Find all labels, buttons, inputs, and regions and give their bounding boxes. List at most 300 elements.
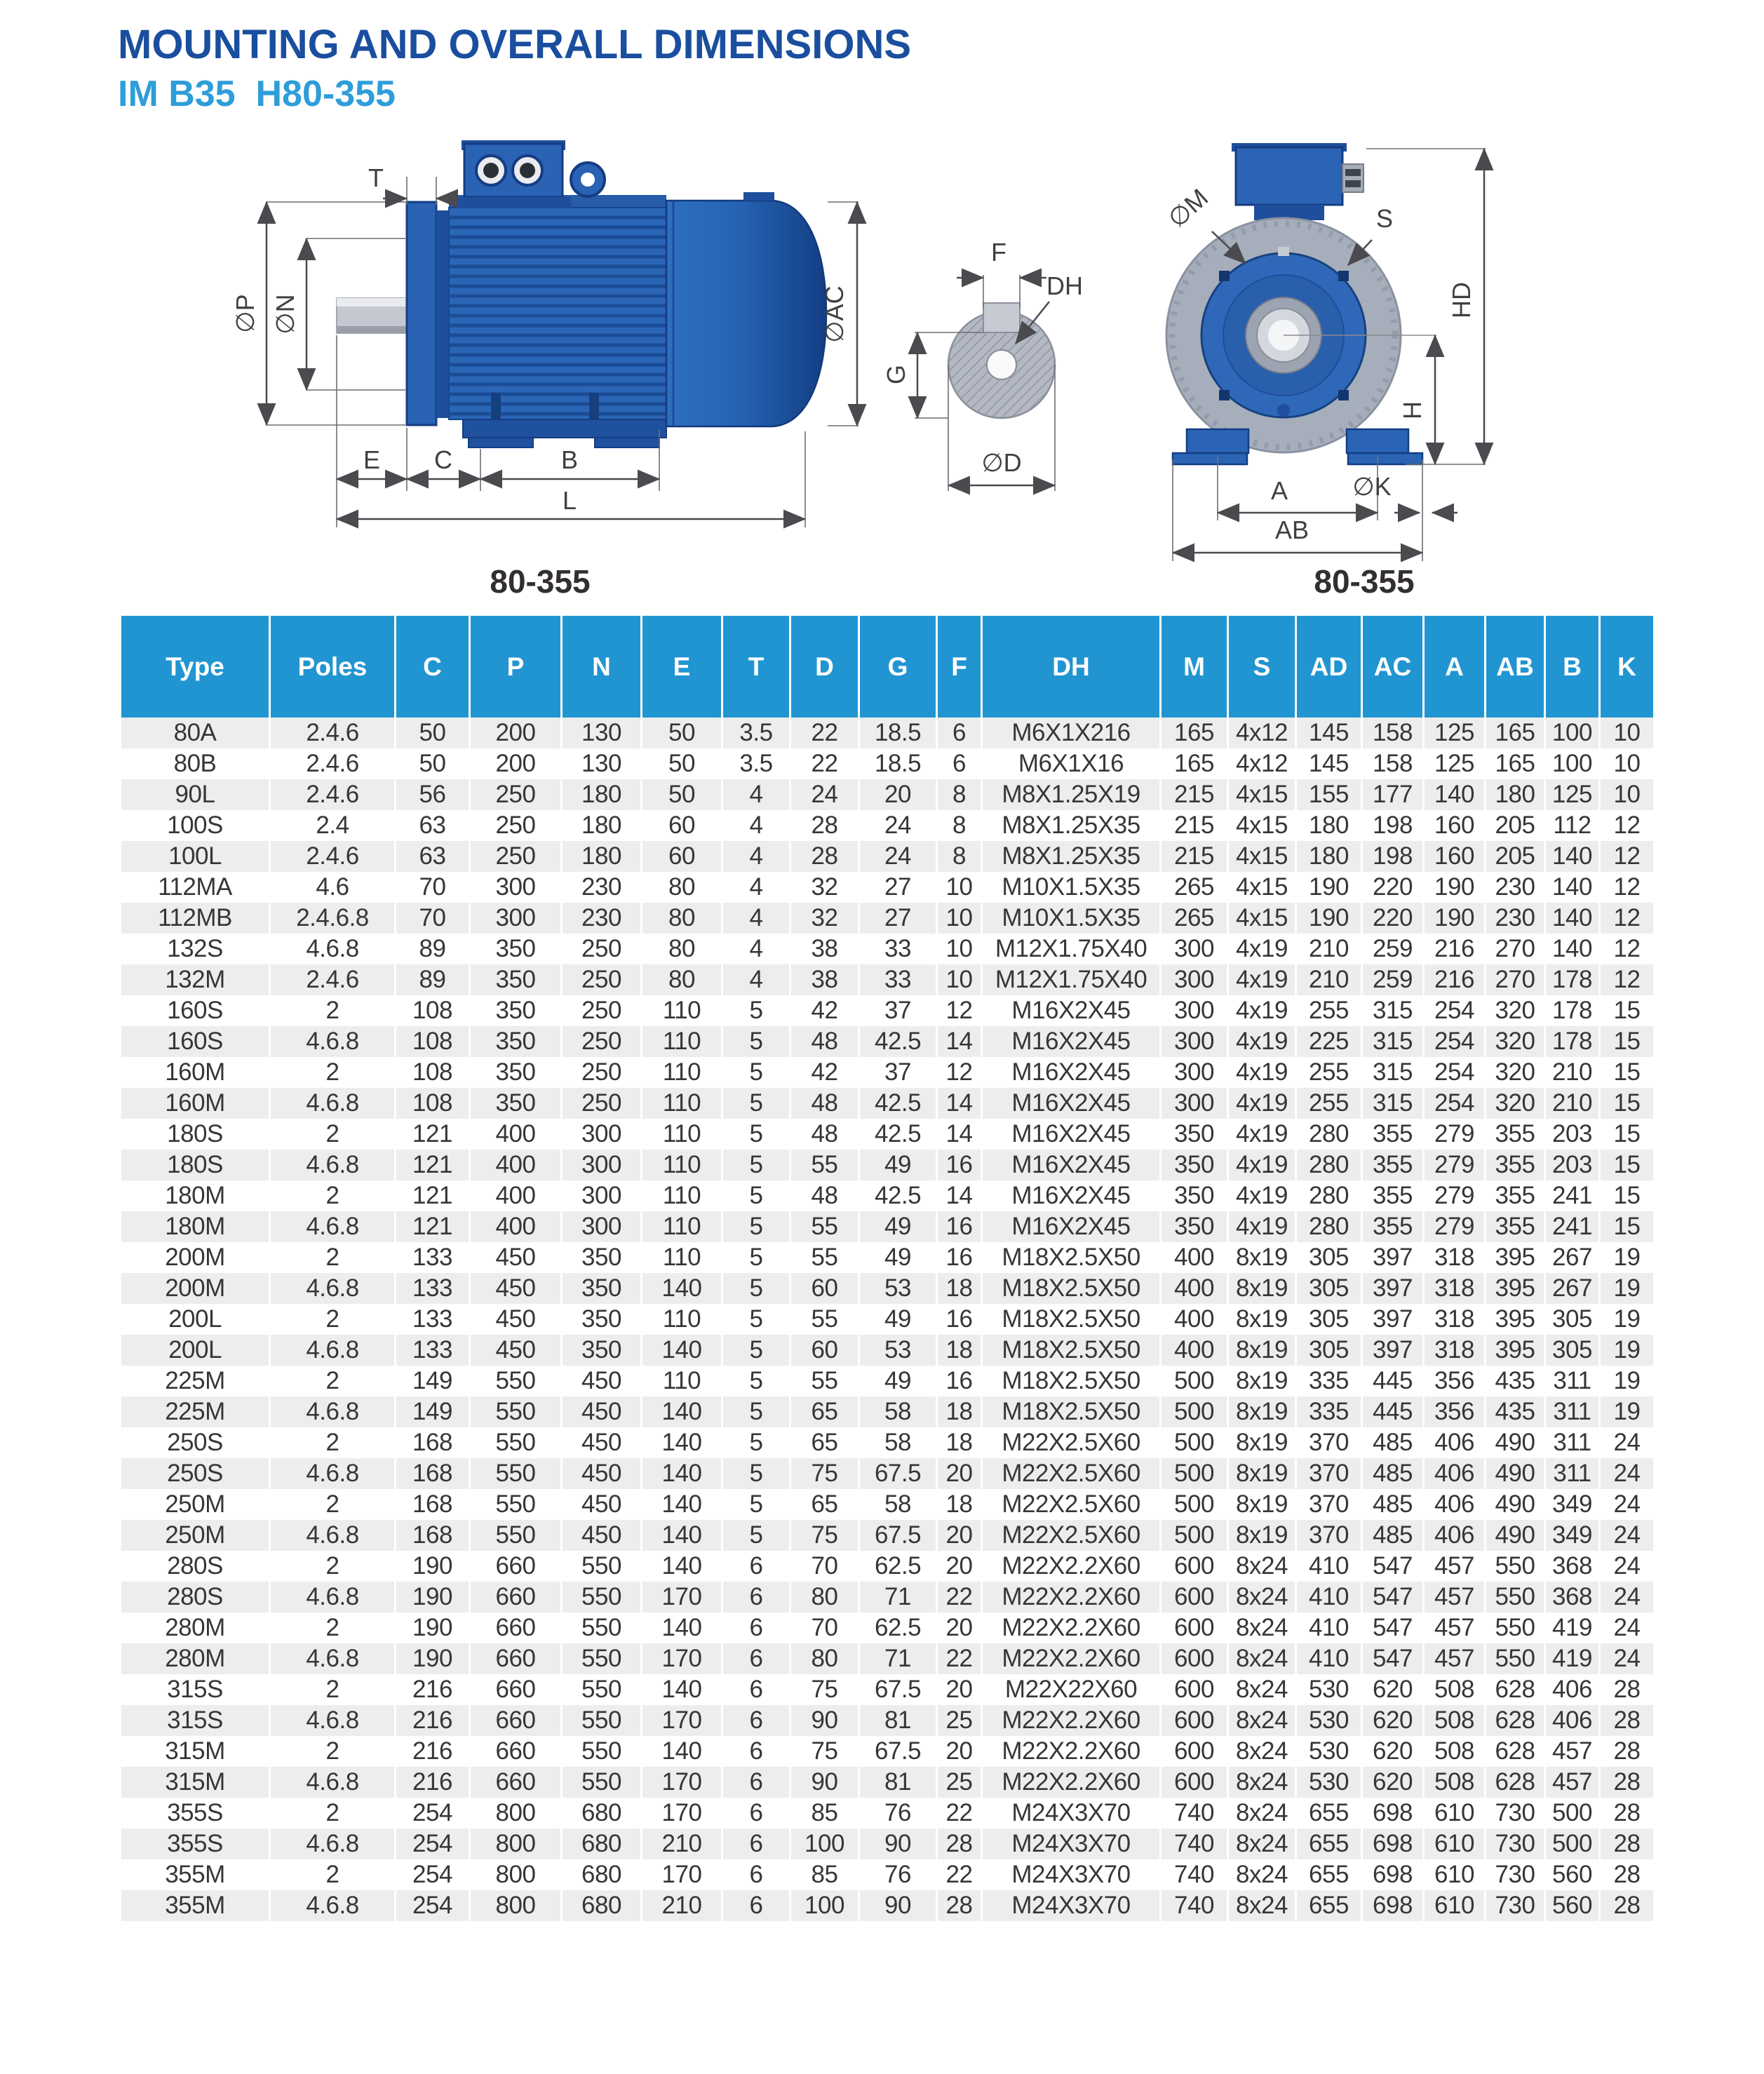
cell: 485 (1363, 1520, 1422, 1551)
cell: 550 (563, 1612, 640, 1643)
cell: 530 (1297, 1736, 1361, 1767)
column-header: M (1162, 616, 1227, 718)
cell: 490 (1486, 1427, 1544, 1458)
cell: 216 (1425, 964, 1484, 995)
column-header: Type (121, 616, 269, 718)
cell: 628 (1486, 1705, 1544, 1736)
cell: 18.5 (860, 718, 936, 748)
cell: 450 (563, 1396, 640, 1427)
cell: 22 (938, 1798, 981, 1829)
cell: 485 (1363, 1427, 1422, 1458)
cell: 660 (471, 1551, 560, 1582)
cell: 740 (1162, 1890, 1227, 1921)
cell: 140 (642, 1335, 721, 1366)
cell: 2 (271, 1489, 394, 1520)
cell: 500 (1162, 1458, 1227, 1489)
cell: 800 (471, 1798, 560, 1829)
cell: 4x15 (1229, 872, 1295, 903)
cell: 350 (563, 1335, 640, 1366)
column-header: Poles (271, 616, 394, 718)
table-row (121, 1736, 1653, 1767)
cell: 395 (1486, 1335, 1544, 1366)
cell: 450 (563, 1366, 640, 1396)
cell: 4.6.8 (271, 1211, 394, 1242)
cell: 50 (642, 718, 721, 748)
cell: 660 (471, 1767, 560, 1798)
cell: 215 (1162, 779, 1227, 810)
cell: 698 (1363, 1798, 1422, 1829)
cell: M16X2X45 (983, 1119, 1159, 1150)
cell: 4.6.8 (271, 1829, 394, 1859)
cell: 6 (938, 748, 981, 779)
cell: 18 (938, 1273, 981, 1304)
cell: 355 (1363, 1119, 1422, 1150)
cell: 67.5 (860, 1520, 936, 1551)
cell: 318 (1425, 1304, 1484, 1335)
cell: 49 (860, 1304, 936, 1335)
cell: M22X2.2X60 (983, 1643, 1159, 1674)
cell: 4.6.8 (271, 1088, 394, 1119)
cell: 311 (1546, 1396, 1598, 1427)
cell: 48 (791, 1119, 858, 1150)
cell: 140 (642, 1273, 721, 1304)
cell: 6 (723, 1736, 789, 1767)
cell: 547 (1363, 1643, 1422, 1674)
cell: 730 (1486, 1829, 1544, 1859)
cell: 490 (1486, 1489, 1544, 1520)
cell: 200L (121, 1335, 269, 1366)
cell: 4x15 (1229, 903, 1295, 934)
cell: 6 (723, 1859, 789, 1890)
cell: 350 (1162, 1150, 1227, 1180)
cell: 121 (396, 1119, 469, 1150)
cell: 38 (791, 964, 858, 995)
table-row (121, 964, 1653, 995)
cell: 305 (1297, 1304, 1361, 1335)
cell: 48 (791, 1026, 858, 1057)
cell: 28 (1601, 1736, 1653, 1767)
cell: 60 (642, 841, 721, 872)
cell: 547 (1363, 1582, 1422, 1612)
cell: 400 (1162, 1335, 1227, 1366)
cell: 145 (1297, 718, 1361, 748)
cell: 305 (1546, 1304, 1598, 1335)
cell: 8x19 (1229, 1520, 1295, 1551)
cell: 210 (1297, 934, 1361, 964)
cell: 5 (723, 1427, 789, 1458)
cell: 395 (1486, 1304, 1544, 1335)
cell: 550 (471, 1489, 560, 1520)
dimensions-table (119, 616, 1655, 1921)
column-header: G (860, 616, 936, 718)
cell: 2.4.6 (271, 779, 394, 810)
cell: M16X2X45 (983, 995, 1159, 1026)
cell: 24 (1601, 1612, 1653, 1643)
cell: 48 (791, 1088, 858, 1119)
cell: 315 (1363, 1057, 1422, 1088)
cell: 180M (121, 1180, 269, 1211)
cell: 406 (1425, 1489, 1484, 1520)
cell: 14 (938, 1180, 981, 1211)
cell: M8X1.25X35 (983, 841, 1159, 872)
cell: 400 (1162, 1273, 1227, 1304)
cell: 225 (1297, 1026, 1361, 1057)
cell: 20 (860, 779, 936, 810)
connector (1342, 164, 1364, 192)
cooling-fins (449, 217, 666, 414)
column-header: T (723, 616, 789, 718)
cell: 5 (723, 995, 789, 1026)
cell: 550 (471, 1366, 560, 1396)
cell: 500 (1162, 1520, 1227, 1551)
table-row (121, 718, 1653, 748)
dim-label-e: E (363, 445, 381, 474)
flange (407, 202, 436, 425)
cell: 550 (563, 1643, 640, 1674)
cell: 15 (1601, 1150, 1653, 1180)
cell: 20 (938, 1674, 981, 1705)
cell: M16X2X45 (983, 1150, 1159, 1180)
cell: 180 (1486, 779, 1544, 810)
cell: 15 (1601, 1119, 1653, 1150)
cell: 19 (1601, 1242, 1653, 1273)
cell: 2 (271, 1551, 394, 1582)
cell: 406 (1425, 1520, 1484, 1551)
cell: 300 (563, 1180, 640, 1211)
cell: 730 (1486, 1798, 1544, 1829)
cell: M18X2.5X50 (983, 1304, 1159, 1335)
cell: 250 (471, 779, 560, 810)
cell: 15 (1601, 1057, 1653, 1088)
cell: 660 (471, 1705, 560, 1736)
cell: 16 (938, 1211, 981, 1242)
cell: 37 (860, 1057, 936, 1088)
cell: 140 (642, 1427, 721, 1458)
cell: 180 (563, 841, 640, 872)
cell: 250 (563, 934, 640, 964)
cell: 250 (471, 841, 560, 872)
cell: 6 (723, 1612, 789, 1643)
cell: 215 (1162, 810, 1227, 841)
cell: 12 (1601, 841, 1653, 872)
cell: 67.5 (860, 1458, 936, 1489)
cell: 410 (1297, 1643, 1361, 1674)
cell: 60 (791, 1335, 858, 1366)
cell: 18 (938, 1427, 981, 1458)
cell: 160S (121, 995, 269, 1026)
table-row (121, 1180, 1653, 1211)
cell: 108 (396, 995, 469, 1026)
cell: 550 (471, 1458, 560, 1489)
cell: 4x12 (1229, 718, 1295, 748)
cell: 100 (791, 1829, 858, 1859)
cell: 149 (396, 1366, 469, 1396)
cell: 168 (396, 1427, 469, 1458)
column-header: S (1229, 616, 1295, 718)
cell: 8 (938, 841, 981, 872)
cell: 800 (471, 1859, 560, 1890)
cell: 355S (121, 1829, 269, 1859)
cell: 406 (1425, 1427, 1484, 1458)
cell: M12X1.75X40 (983, 964, 1159, 995)
cell: 350 (563, 1304, 640, 1335)
cell: 42.5 (860, 1180, 936, 1211)
cell: 81 (860, 1705, 936, 1736)
cell: M18X2.5X50 (983, 1273, 1159, 1304)
table-row (121, 1458, 1653, 1489)
cell: M12X1.75X40 (983, 934, 1159, 964)
dim-label-n: ∅N (271, 294, 299, 335)
cell: 500 (1546, 1829, 1598, 1859)
cell: 33 (860, 964, 936, 995)
cell: 660 (471, 1643, 560, 1674)
cell: 80A (121, 718, 269, 748)
cell: 200 (471, 718, 560, 748)
cell: 550 (563, 1736, 640, 1767)
cell: 24 (1601, 1582, 1653, 1612)
column-header: DH (983, 616, 1159, 718)
cell: 355 (1486, 1119, 1544, 1150)
cell: 355M (121, 1890, 269, 1921)
cell: 24 (1601, 1489, 1653, 1520)
table-row (121, 1304, 1653, 1335)
cell: 80B (121, 748, 269, 779)
cell: 4.6.8 (271, 1520, 394, 1551)
cell: 350 (471, 1057, 560, 1088)
cell: M18X2.5X50 (983, 1396, 1159, 1427)
cell: 4.6.8 (271, 1705, 394, 1736)
cell: 450 (471, 1304, 560, 1335)
cell: 140 (642, 1736, 721, 1767)
cell: 410 (1297, 1582, 1361, 1612)
cell: 140 (642, 1551, 721, 1582)
cell: 2.4.6.8 (271, 903, 394, 934)
cell: 190 (396, 1551, 469, 1582)
cell: 125 (1425, 748, 1484, 779)
cell: 500 (1162, 1489, 1227, 1520)
cell: 15 (1601, 1088, 1653, 1119)
cell: 80 (791, 1643, 858, 1674)
cell: 49 (860, 1211, 936, 1242)
cell: 254 (396, 1829, 469, 1859)
cell: 28 (938, 1829, 981, 1859)
cell: 6 (723, 1767, 789, 1798)
cell: 628 (1486, 1674, 1544, 1705)
cell: 100 (791, 1890, 858, 1921)
cell: 28 (938, 1890, 981, 1921)
cell: 49 (860, 1242, 936, 1273)
cell: 76 (860, 1798, 936, 1829)
cell: 2 (271, 1859, 394, 1890)
cell: 395 (1486, 1242, 1544, 1273)
cell: 400 (471, 1211, 560, 1242)
cell: 8x19 (1229, 1396, 1295, 1427)
cell: 550 (471, 1520, 560, 1551)
side-view-drawing (231, 140, 859, 527)
cell: 4 (723, 903, 789, 934)
dim-label-h: H (1398, 401, 1427, 419)
cell: 158 (1363, 718, 1422, 748)
cell: 610 (1425, 1798, 1484, 1829)
cell: 225M (121, 1366, 269, 1396)
cell: M6X1X216 (983, 718, 1159, 748)
table-row (121, 1242, 1653, 1273)
cell: 28 (1601, 1705, 1653, 1736)
cell: 108 (396, 1026, 469, 1057)
cell: 300 (1162, 1057, 1227, 1088)
cell: 170 (642, 1859, 721, 1890)
cell: 160S (121, 1026, 269, 1057)
dim-label-f: F (991, 238, 1006, 267)
cell: 12 (938, 1057, 981, 1088)
cell: 279 (1425, 1119, 1484, 1150)
cell: 75 (791, 1736, 858, 1767)
cell: 457 (1425, 1612, 1484, 1643)
dim-label-ab: AB (1274, 516, 1309, 544)
cell: 660 (471, 1736, 560, 1767)
cell: 112 (1546, 810, 1598, 841)
cell: 5 (723, 1119, 789, 1150)
cell: 740 (1162, 1798, 1227, 1829)
cell: 110 (642, 1119, 721, 1150)
cell: 210 (1546, 1057, 1598, 1088)
cell: 600 (1162, 1736, 1227, 1767)
cell: 8x24 (1229, 1859, 1295, 1890)
cell: 20 (938, 1612, 981, 1643)
cell: 457 (1546, 1736, 1598, 1767)
cell: 500 (1162, 1427, 1227, 1458)
cell: 140 (642, 1612, 721, 1643)
cell: 155 (1297, 779, 1361, 810)
cell: 265 (1162, 872, 1227, 903)
cell: 16 (938, 1242, 981, 1273)
table-row (121, 1489, 1653, 1520)
mounting-feet (463, 419, 666, 438)
front-view-caption: 80-355 (1314, 563, 1415, 600)
cell: 8x19 (1229, 1458, 1295, 1489)
cell: 610 (1425, 1829, 1484, 1859)
cell: 24 (1601, 1427, 1653, 1458)
cell: 270 (1486, 934, 1544, 964)
cell: 110 (642, 1150, 721, 1180)
cell: 280M (121, 1643, 269, 1674)
cell: 600 (1162, 1674, 1227, 1705)
cell: 280S (121, 1582, 269, 1612)
center-hole (987, 350, 1016, 379)
cell: 2 (271, 1798, 394, 1829)
cell: 355 (1486, 1150, 1544, 1180)
cell: 547 (1363, 1551, 1422, 1582)
cell: 42.5 (860, 1088, 936, 1119)
cell: M16X2X45 (983, 1088, 1159, 1119)
cell: 620 (1363, 1736, 1422, 1767)
column-header: P (471, 616, 560, 718)
cell: 270 (1486, 964, 1544, 995)
cell: 600 (1162, 1767, 1227, 1798)
cell: 355 (1363, 1211, 1422, 1242)
cell: 180 (1297, 810, 1361, 841)
column-header: AB (1486, 616, 1544, 718)
cell: 108 (396, 1088, 469, 1119)
cell: 160 (1425, 810, 1484, 841)
cell: 457 (1425, 1551, 1484, 1582)
cell: 216 (1425, 934, 1484, 964)
cell: 190 (396, 1612, 469, 1643)
cell: M18X2.5X50 (983, 1242, 1159, 1273)
cell: 15 (1601, 1211, 1653, 1242)
cell: 500 (1162, 1396, 1227, 1427)
cell: 5 (723, 1026, 789, 1057)
cell: 8x24 (1229, 1829, 1295, 1859)
cell: 5 (723, 1211, 789, 1242)
cell: 12 (1601, 964, 1653, 995)
cell: 60 (642, 810, 721, 841)
cell: 254 (1425, 1088, 1484, 1119)
cell: 67.5 (860, 1674, 936, 1705)
cell: 49 (860, 1366, 936, 1396)
cell: 90L (121, 779, 269, 810)
cell: M10X1.5X35 (983, 872, 1159, 903)
cell: 55 (791, 1211, 858, 1242)
cell: 215 (1162, 841, 1227, 872)
table-row (121, 934, 1653, 964)
cell: 55 (791, 1150, 858, 1180)
keyway (983, 303, 1020, 332)
cell: 50 (642, 779, 721, 810)
cell: 100L (121, 841, 269, 872)
cell: 350 (563, 1242, 640, 1273)
cell: 85 (791, 1859, 858, 1890)
table-row (121, 1859, 1653, 1890)
cell: 33 (860, 934, 936, 964)
cell: 530 (1297, 1767, 1361, 1798)
cell: 508 (1425, 1736, 1484, 1767)
cell: 100 (1546, 718, 1598, 748)
cell: 6 (938, 718, 981, 748)
cell: 42.5 (860, 1026, 936, 1057)
cell: 140 (642, 1489, 721, 1520)
cell: 335 (1297, 1396, 1361, 1427)
cell: 254 (396, 1890, 469, 1921)
cell: 216 (396, 1736, 469, 1767)
cell: 350 (471, 964, 560, 995)
column-header: B (1546, 616, 1598, 718)
cell: 18 (938, 1396, 981, 1427)
cell: 250 (471, 810, 560, 841)
cell: 28 (1601, 1890, 1653, 1921)
cell: 8x19 (1229, 1273, 1295, 1304)
table-row (121, 1582, 1653, 1612)
cell: 28 (1601, 1829, 1653, 1859)
cell: 680 (563, 1859, 640, 1890)
cell: 6 (723, 1674, 789, 1705)
table-row (121, 810, 1653, 841)
cell: 121 (396, 1211, 469, 1242)
cell: 48 (791, 1180, 858, 1211)
cell: 58 (860, 1489, 936, 1520)
cell: 311 (1546, 1458, 1598, 1489)
cell: 133 (396, 1304, 469, 1335)
cell: 279 (1425, 1150, 1484, 1180)
cell: M24X3X70 (983, 1859, 1159, 1890)
cell: 133 (396, 1335, 469, 1366)
cell: 2.4 (271, 810, 394, 841)
shaft-section-drawing (882, 238, 1083, 491)
cell: 89 (396, 934, 469, 964)
cell: 12 (1601, 934, 1653, 964)
dim-label-k: ∅K (1352, 472, 1392, 501)
cell: 560 (1546, 1890, 1598, 1921)
